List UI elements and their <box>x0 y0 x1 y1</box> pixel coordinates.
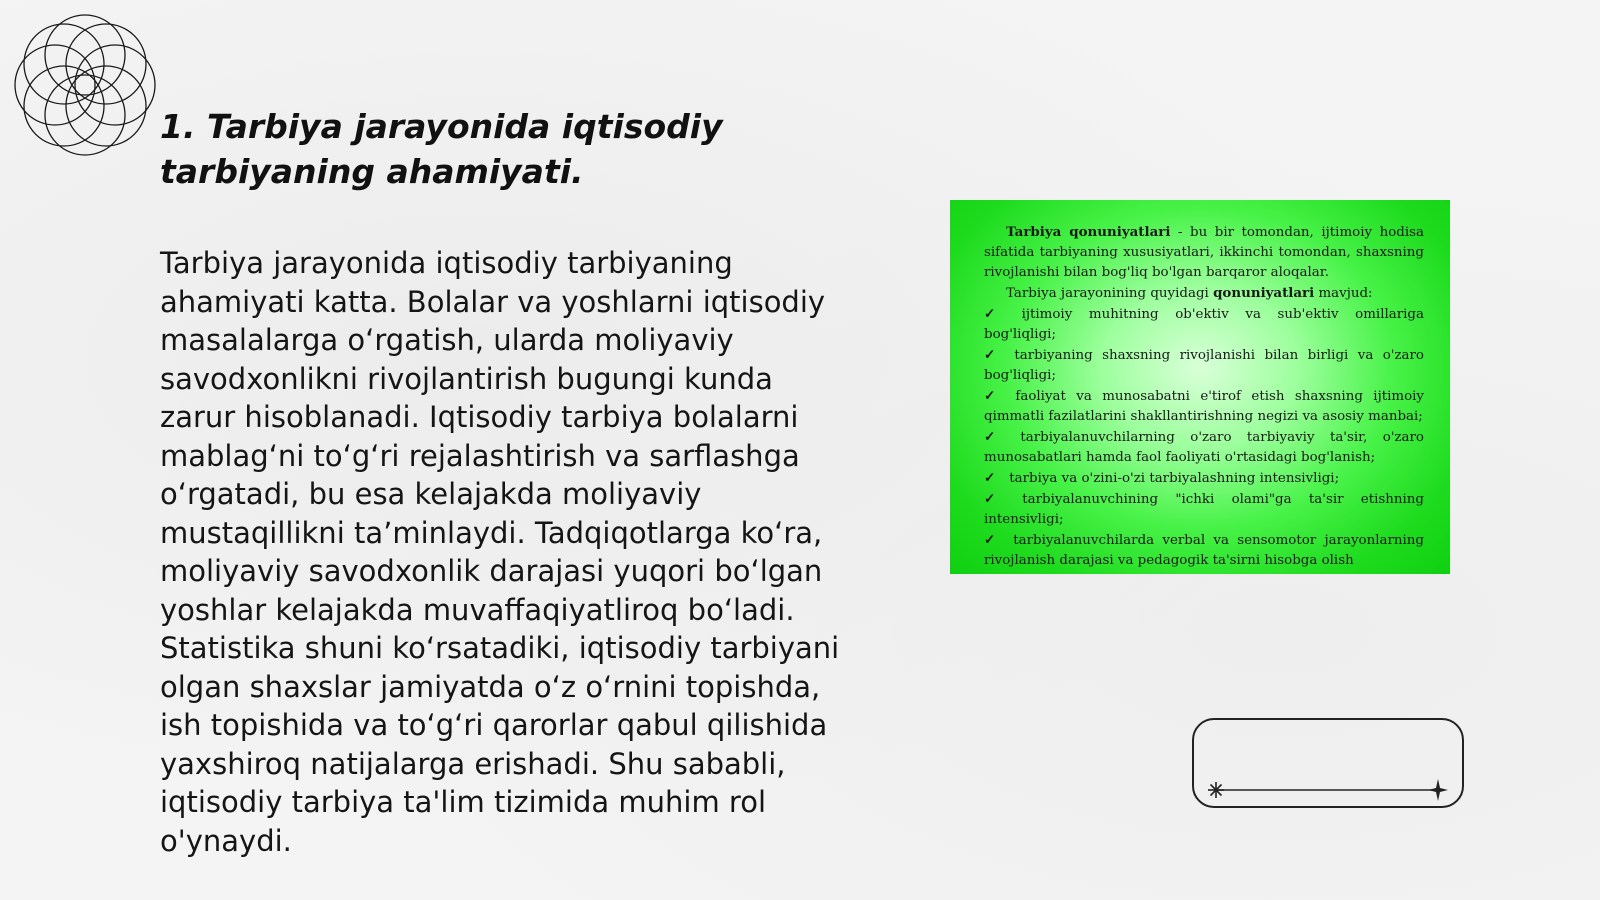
list-item-text: tarbiya va o'zini-o'zi tarbiyalashning intensivligi; <box>1009 471 1340 486</box>
card-definition-text: - bu bir tomondan, ijtimoiy hodisa sifatida tarbiyaning xususiyatlari, ikkinchi tomondan, shaxsning rivojlanishi bilan bog'liq bo'lgan barqaror aloqalar. <box>984 225 1424 280</box>
checkmark-icon: ✓ <box>984 532 1000 548</box>
list-item <box>984 386 1424 427</box>
card-laws-list <box>984 304 1424 571</box>
checkmark-icon: ✓ <box>984 306 1008 322</box>
list-item <box>984 427 1424 468</box>
list-item <box>984 489 1424 530</box>
list-item <box>984 345 1424 386</box>
slide-title: 1. Tarbiya jarayonida iqtisodiy tarbiyaning ahamiyati. <box>160 107 723 191</box>
checkmark-icon: ✓ <box>984 491 1009 507</box>
laws-of-upbringing-image <box>950 200 1450 574</box>
list-item <box>984 468 1424 489</box>
list-item-text: tarbiyaning shaxsning rivojlanishi bilan birligi va o'zaro bog'liqligi; <box>984 348 1424 383</box>
card-intro-term: qonuniyatlari <box>1213 285 1315 301</box>
list-item-text: tarbiyalanuvchilarda verbal va sensomotor jarayonlarning rivojlanish darajasi va pedagogik ta'sirni hisobga olish <box>984 533 1424 568</box>
list-item-text: tarbiyalanuvchining "ichki olami"ga ta'sir etishning intensivligi; <box>984 492 1424 527</box>
checkmark-icon: ✓ <box>984 347 1001 363</box>
card-intro-lead: Tarbiya jarayonining quyidagi <box>1006 286 1214 301</box>
spirograph-logo <box>10 10 160 160</box>
starburst-icon <box>1208 782 1224 798</box>
card-intro-tail: mavjud: <box>1314 286 1373 301</box>
list-item <box>984 304 1424 345</box>
list-item <box>984 530 1424 571</box>
card-paragraph-definition <box>984 222 1424 283</box>
sparkle-star-icon <box>1428 779 1448 801</box>
list-item-text: ijtimoiy muhitning ob'ektiv va sub'ektiv omillariga bog'liqligi; <box>984 307 1424 342</box>
card-term-laws: Tarbiya qonuniyatlari <box>1006 224 1171 240</box>
decorative-rounded-frame <box>1192 718 1464 808</box>
checkmark-icon: ✓ <box>984 429 1007 445</box>
checkmark-icon: ✓ <box>984 470 996 486</box>
slide-body-text: Tarbiya jarayonida iqtisodiy tarbiyaning ahamiyati katta. Bolalar va yoshlarni iqtisodiy masalalarga oʻrgatish, ularda moliyaviy savodxonlikni rivojlantirish bugungi kunda zarur hisoblanadi. Iqtisodiy tarbiya bolalarni mablagʻni toʻgʻri rejalashtirish va sarflashga oʻrgatadi, bu esa kelajakda moliyaviy mustaqillikni taʼminlaydi. Tadqiqotlarga koʻra, moliyaviy savodxonlik darajasi yuqori boʻlgan yoshlar kelajakda muvaffaqiyatliroq boʻladi. Statistika shuni koʻrsatadiki, iqtisodiy tarbiyani olgan shaxslar jamiyatda oʻz oʻrnini topishda, ish topishida va toʻgʻri qarorlar qabul qilishida yaxshiroq natijalarga erishadi. Shu sababli, iqtisodiy tarbiya ta'lim tizimida muhim rol o'ynaydi. <box>160 246 840 858</box>
frame-line-ornament <box>1194 720 1466 810</box>
list-item-text: faoliyat va munosabatni e'tirof etish shaxsning ijtimoiy qimmatli fazilatlarini shakllantirishning negizi va asosiy manbai; <box>984 389 1424 424</box>
checkmark-icon: ✓ <box>984 388 1002 404</box>
list-item-text: tarbiyalanuvchilarning o'zaro tarbiyaviy ta'sir, o'zaro munosabatlari hamda faol faoliyati o'rtasidagi bog'lanish; <box>984 430 1424 465</box>
card-paragraph-intro <box>984 283 1424 304</box>
